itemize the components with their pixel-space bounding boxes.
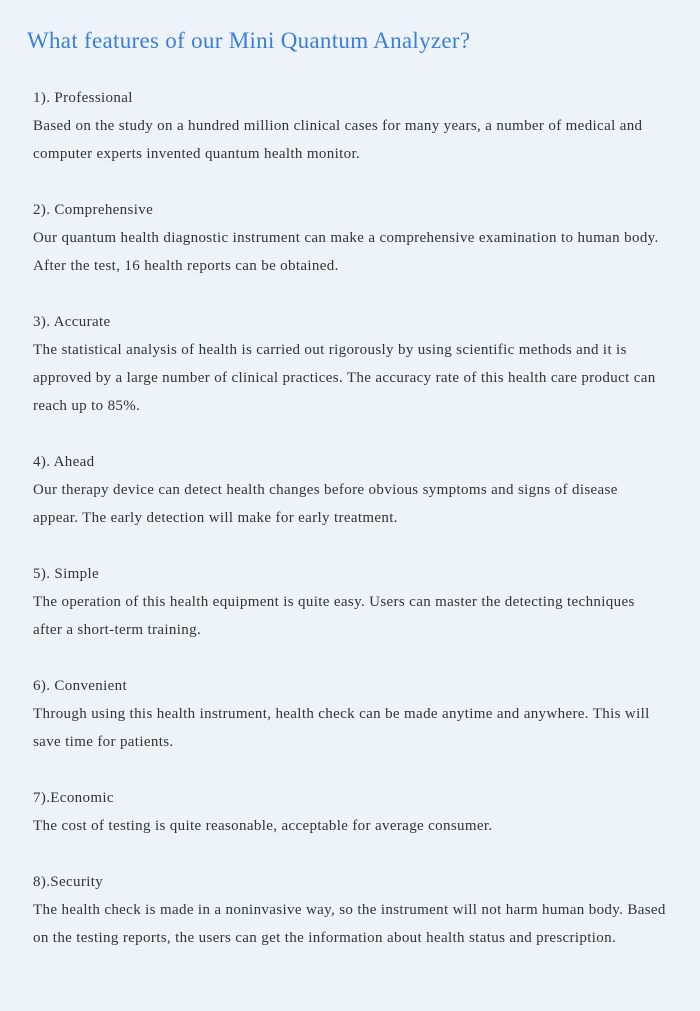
feature-description: The cost of testing is quite reasonable, acceptable for average consumer. xyxy=(33,818,493,834)
feature-item-accurate xyxy=(33,308,667,420)
feature-item-simple xyxy=(33,560,667,644)
feature-description: Based on the study on a hundred million clinical cases for many years, a number of medical and computer experts invented quantum health monitor. xyxy=(33,118,643,162)
feature-description: The health check is made in a noninvasive way, so the instrument will not harm human body. Based on the testing reports, the users can get the information about health status and prescription. xyxy=(33,902,666,946)
feature-list xyxy=(33,84,667,952)
feature-item-ahead xyxy=(33,448,667,532)
feature-item-comprehensive xyxy=(33,196,667,280)
feature-description: Our therapy device can detect health changes before obvious symptoms and signs of disease appear. The early detection will make for early treatment. xyxy=(33,482,618,526)
feature-description: The operation of this health equipment is quite easy. Users can master the detecting techniques after a short-term training. xyxy=(33,594,635,638)
feature-title: 6). Convenient xyxy=(33,678,128,694)
feature-description: The statistical analysis of health is carried out rigorously by using scientific methods and it is approved by a large number of clinical practices. The accuracy rate of this health care product can reach up to 85%. xyxy=(33,342,656,414)
feature-description: Our quantum health diagnostic instrument can make a comprehensive examination to human body. After the test, 16 health reports can be obtained. xyxy=(33,230,659,274)
feature-title: 8).Security xyxy=(33,874,104,890)
feature-title: 3). Accurate xyxy=(33,314,111,330)
feature-title: 4). Ahead xyxy=(33,454,95,470)
feature-description: Through using this health instrument, health check can be made anytime and anywhere. This will save time for patients. xyxy=(33,706,650,750)
feature-item-security xyxy=(33,868,667,952)
feature-item-professional xyxy=(33,84,667,168)
feature-title: 7).Economic xyxy=(33,790,114,806)
feature-item-convenient xyxy=(33,672,667,756)
feature-item-economic xyxy=(33,784,667,840)
feature-title: 1). Professional xyxy=(33,90,133,106)
feature-title: 2). Comprehensive xyxy=(33,202,154,218)
page-title: What features of our Mini Quantum Analyzer? xyxy=(27,28,471,53)
feature-title: 5). Simple xyxy=(33,566,99,582)
